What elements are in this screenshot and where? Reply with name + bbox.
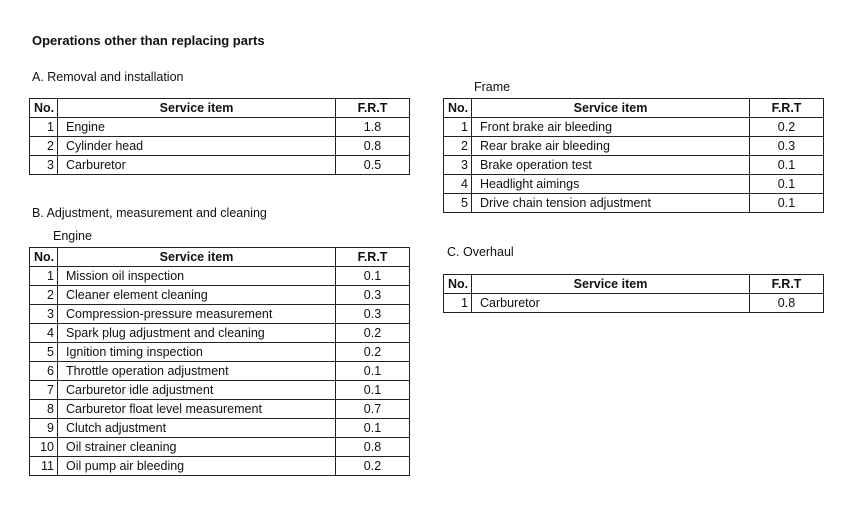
service-item-cell: Oil pump air bleeding — [58, 457, 336, 476]
row-number-cell: 4 — [30, 324, 58, 343]
frt-value-cell: 0.3 — [336, 305, 410, 324]
service-item-cell: Carburetor float level measurement — [58, 400, 336, 419]
service-item-cell: Headlight aimings — [472, 175, 750, 194]
row-number-cell: 5 — [444, 194, 472, 213]
frame-subheading: Frame — [474, 80, 511, 94]
col-frt-header: F.R.T — [336, 248, 410, 267]
table-row — [444, 137, 824, 156]
service-item-cell: Rear brake air bleeding — [472, 137, 750, 156]
row-number-cell: 2 — [30, 137, 58, 156]
row-number-cell: 4 — [444, 175, 472, 194]
frt-value-cell: 0.1 — [336, 362, 410, 381]
table-row — [30, 324, 410, 343]
frt-value-cell: 0.1 — [750, 156, 824, 175]
row-number-cell: 1 — [444, 118, 472, 137]
adjustment-frame-table — [443, 98, 824, 213]
frt-value-cell: 0.2 — [336, 343, 410, 362]
col-no-header: No. — [30, 99, 58, 118]
frt-value-cell: 0.8 — [750, 294, 824, 313]
col-service-item-header: Service item — [58, 248, 336, 267]
table-row — [30, 267, 410, 286]
frt-value-cell: 0.2 — [336, 324, 410, 343]
adjustment-engine-table — [29, 247, 410, 476]
frt-value-cell: 1.8 — [336, 118, 410, 137]
service-item-cell: Clutch adjustment — [58, 419, 336, 438]
frt-value-cell: 0.2 — [336, 457, 410, 476]
frt-value-cell: 0.8 — [336, 137, 410, 156]
table-row — [30, 419, 410, 438]
table-row — [444, 294, 824, 313]
frt-value-cell: 0.1 — [336, 419, 410, 438]
table-row — [444, 175, 824, 194]
table-row — [30, 362, 410, 381]
table-row — [444, 156, 824, 175]
page-title: Operations other than replacing parts — [32, 33, 265, 48]
frt-value-cell: 0.7 — [336, 400, 410, 419]
row-number-cell: 6 — [30, 362, 58, 381]
row-number-cell: 1 — [30, 118, 58, 137]
section-c-heading: C. Overhaul — [447, 245, 514, 259]
table-row — [30, 343, 410, 362]
row-number-cell: 9 — [30, 419, 58, 438]
table-row — [30, 156, 410, 175]
frt-value-cell: 0.5 — [336, 156, 410, 175]
frt-value-cell: 0.1 — [336, 381, 410, 400]
frt-value-cell: 0.2 — [750, 118, 824, 137]
service-item-cell: Cleaner element cleaning — [58, 286, 336, 305]
row-number-cell: 5 — [30, 343, 58, 362]
frt-value-cell: 0.1 — [336, 267, 410, 286]
row-number-cell: 10 — [30, 438, 58, 457]
service-item-cell: Compression-pressure measurement — [58, 305, 336, 324]
overhaul-table — [443, 274, 824, 313]
col-frt-header: F.R.T — [750, 99, 824, 118]
table-row — [30, 305, 410, 324]
section-b-subheading: Engine — [53, 229, 92, 243]
service-item-cell: Oil strainer cleaning — [58, 438, 336, 457]
service-item-cell: Front brake air bleeding — [472, 118, 750, 137]
table-row — [30, 438, 410, 457]
table-row — [30, 137, 410, 156]
service-item-cell: Throttle operation adjustment — [58, 362, 336, 381]
col-no-header: No. — [444, 275, 472, 294]
row-number-cell: 1 — [30, 267, 58, 286]
service-item-cell: Carburetor idle adjustment — [58, 381, 336, 400]
row-number-cell: 11 — [30, 457, 58, 476]
frt-value-cell: 0.3 — [750, 137, 824, 156]
service-item-cell: Brake operation test — [472, 156, 750, 175]
frt-value-cell: 0.3 — [336, 286, 410, 305]
col-service-item-header: Service item — [472, 99, 750, 118]
col-no-header: No. — [30, 248, 58, 267]
row-number-cell: 8 — [30, 400, 58, 419]
table-row — [444, 118, 824, 137]
row-number-cell: 3 — [30, 305, 58, 324]
removal-installation-table — [29, 98, 410, 175]
col-service-item-header: Service item — [472, 275, 750, 294]
row-number-cell: 7 — [30, 381, 58, 400]
frt-value-cell: 0.1 — [750, 175, 824, 194]
table-row — [30, 286, 410, 305]
row-number-cell: 1 — [444, 294, 472, 313]
table-row — [30, 118, 410, 137]
col-frt-header: F.R.T — [336, 99, 410, 118]
section-a-heading: A. Removal and installation — [32, 70, 184, 84]
service-item-cell: Carburetor — [58, 156, 336, 175]
col-frt-header: F.R.T — [750, 275, 824, 294]
row-number-cell: 3 — [444, 156, 472, 175]
frt-value-cell: 0.8 — [336, 438, 410, 457]
section-b-heading: B. Adjustment, measurement and cleaning — [32, 206, 267, 220]
service-item-cell: Ignition timing inspection — [58, 343, 336, 362]
service-item-cell: Mission oil inspection — [58, 267, 336, 286]
service-item-cell: Drive chain tension adjustment — [472, 194, 750, 213]
col-no-header: No. — [444, 99, 472, 118]
row-number-cell: 2 — [444, 137, 472, 156]
frt-value-cell: 0.1 — [750, 194, 824, 213]
service-item-cell: Cylinder head — [58, 137, 336, 156]
service-item-cell: Carburetor — [472, 294, 750, 313]
table-row — [30, 400, 410, 419]
row-number-cell: 3 — [30, 156, 58, 175]
table-row — [444, 194, 824, 213]
service-item-cell: Spark plug adjustment and cleaning — [58, 324, 336, 343]
col-service-item-header: Service item — [58, 99, 336, 118]
service-item-cell: Engine — [58, 118, 336, 137]
row-number-cell: 2 — [30, 286, 58, 305]
table-row — [30, 381, 410, 400]
table-row — [30, 457, 410, 476]
